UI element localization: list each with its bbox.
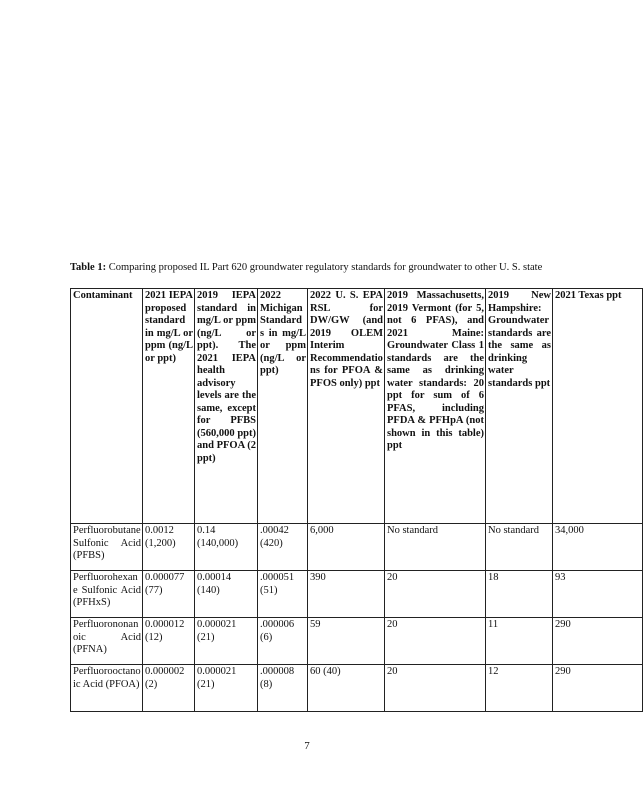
table-cell: 0.00014 (140) <box>195 571 258 618</box>
table-cell: 0.000021 (21) <box>195 618 258 665</box>
table-caption <box>70 261 614 274</box>
table-cell: 60 (40) <box>308 665 385 712</box>
table-cell: Perfluorobutane Sulfonic Acid (PFBS) <box>71 524 143 571</box>
table-cell: 11 <box>486 618 553 665</box>
table-cell: 34,000 <box>553 524 643 571</box>
table-cell: 20 <box>385 571 486 618</box>
table-cell: Perfluorononanoic Acid (PFNA) <box>71 618 143 665</box>
table-row <box>71 618 643 665</box>
table-cell: 290 <box>553 665 643 712</box>
table-caption-text: Comparing proposed IL Part 620 groundwater regulatory standards for groundwater to other U. S. state <box>106 262 543 273</box>
page-number: 7 <box>304 740 310 752</box>
table-cell: No standard <box>385 524 486 571</box>
table-cell: 12 <box>486 665 553 712</box>
table-cell: .000051 (51) <box>258 571 308 618</box>
header-ma-vt-me: 2019 Massachusetts, 2019 Vermont (for 5, not 6 PFAS), and 2021 Maine: Groundwater Class 1 standards are the same as drinking water standards: 20 ppt for sum of 6 PFAS, including PFDA & PFHpA (not shown in this table) ppt <box>385 289 486 524</box>
table-cell: 0.000021 (21) <box>195 665 258 712</box>
table-cell: 0.14 (140,000) <box>195 524 258 571</box>
header-2022-us-epa-rsl: 2022 U. S. EPA RSL for DW/GW (and 2019 OLEM Interim Recommendations for PFOA & PFOS only) ppt <box>308 289 385 524</box>
table-cell: 290 <box>553 618 643 665</box>
table-cell: 59 <box>308 618 385 665</box>
table-cell: .000006 (6) <box>258 618 308 665</box>
table-cell: No standard <box>486 524 553 571</box>
table-header-row <box>71 289 643 524</box>
table-caption-label: Table 1: <box>70 262 107 273</box>
header-2022-michigan: 2022 Michigan Standards in mg/L or ppm (ng/L or ppt) <box>258 289 308 524</box>
table-cell: 0.0012 (1,200) <box>143 524 195 571</box>
table-row <box>71 571 643 618</box>
table-cell: Perfluorohexane Sulfonic Acid (PFHxS) <box>71 571 143 618</box>
table-cell: .00042 (420) <box>258 524 308 571</box>
table-cell: 20 <box>385 618 486 665</box>
header-texas: 2021 Texas ppt <box>553 289 643 524</box>
table-cell: 6,000 <box>308 524 385 571</box>
header-2019-iepa: 2019 IEPA standard in mg/L or ppm (ng/L or ppt). The 2021 IEPA health advisory levels are the same, except for PFBS (560,000 ppt) and PFOA (2 ppt) <box>195 289 258 524</box>
table-cell: 0.000012 (12) <box>143 618 195 665</box>
table-cell: 0.000077 (77) <box>143 571 195 618</box>
table-row <box>71 665 643 712</box>
table-cell: 20 <box>385 665 486 712</box>
standards-table-container <box>70 288 622 712</box>
table-cell: 390 <box>308 571 385 618</box>
table-cell: .000008 (8) <box>258 665 308 712</box>
header-new-hampshire: 2019 New Hampshire: Groundwater standards are the same as drinking water standards ppt <box>486 289 553 524</box>
table-cell: Perfluorooctanoic Acid (PFOA) <box>71 665 143 712</box>
table-cell: 0.000002 (2) <box>143 665 195 712</box>
header-contaminant: Contaminant <box>71 289 143 524</box>
table-cell: 93 <box>553 571 643 618</box>
standards-table <box>70 288 643 712</box>
table-row <box>71 524 643 571</box>
table-cell: 18 <box>486 571 553 618</box>
header-2021-iepa-proposed: 2021 IEPA proposed standard in mg/L or ppm (ng/L or ppt) <box>143 289 195 524</box>
